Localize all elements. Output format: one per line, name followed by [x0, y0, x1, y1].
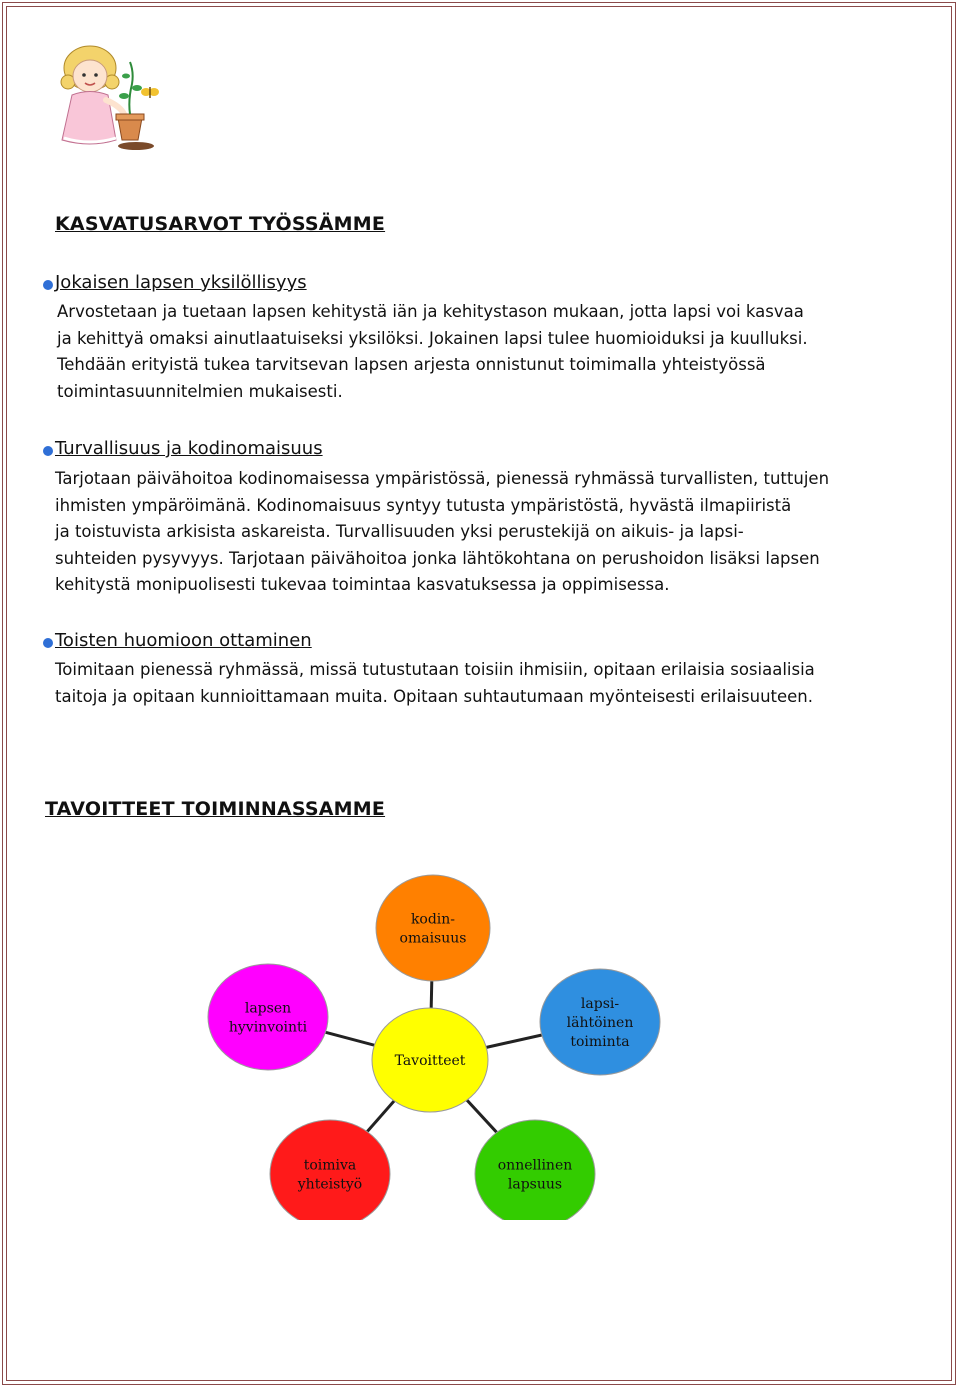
bullet-icon	[43, 446, 53, 456]
text-line: ja toistuvista arkisista askareista. Turvallisuuden yksi perustekijä on aikuis- ja lapsi-	[55, 522, 744, 541]
text-line: taitoja ja opitaan kunnioittamaan muita. Opitaan suhtautumaan myönteisesti erilaisuuteen.	[55, 686, 814, 706]
section-text-consideration	[55, 657, 815, 710]
node-left	[208, 964, 328, 1070]
text-line: ihmisten ympäröimänä. Kodinomaisuus syntyy tutusta ympäristöstä, hyvästä ilmapiiristä	[55, 495, 792, 515]
girl-with-plant-illustration	[50, 40, 162, 155]
text-line: Tehdään erityistä tukea tarvitsevan lapsen arjesta onnistunut toimimalla yhteistyössä	[57, 355, 766, 374]
node-top	[376, 875, 490, 981]
node-label-top: kodin-omaisuus	[399, 911, 467, 947]
bullet-icon	[43, 280, 53, 290]
node-label-bottom-right: onnellinen lapsuus	[497, 1157, 573, 1193]
section-title-individuality: Jokaisen lapsen yksilöllisyys	[55, 272, 307, 293]
goals-diagram	[190, 860, 690, 1220]
text-line: toimintasuunnitelmien mukaisesti.	[57, 381, 343, 401]
text-line: suhteiden pysyvyys. Tarjotaan päivähoitoa jonka lähtökohtana on perushoidon lisäksi lapsen	[55, 548, 820, 568]
section-text-safety	[55, 466, 829, 599]
text-line: Toimitaan pienessä ryhmässä, missä tutustutaan toisiin ihmisiin, opitaan erilaisia sosiaalisia	[55, 660, 815, 679]
node-label-right: lapsi-lähtöinen toiminta	[566, 996, 634, 1050]
values-heading: KASVATUSARVOT TYÖSSÄMME	[55, 213, 386, 235]
section-text-individuality	[57, 299, 808, 405]
section-title-consideration: Toisten huomioon ottaminen	[55, 630, 312, 651]
text-line: Arvostetaan ja tuetaan lapsen kehitystä iän ja kehitystason mukaan, jotta lapsi voi kasvaa	[57, 302, 804, 321]
node-label-left: lapsen hyvinvointi	[228, 1000, 308, 1036]
node-label-center: Tavoitteet	[394, 1053, 466, 1069]
text-line: kehitystä monipuolisesti tukevaa toimintaa kasvatuksessa ja oppimisessa.	[55, 575, 670, 594]
node-label-bottom-left: toimiva yhteistyö	[297, 1157, 363, 1193]
text-line: Tarjotaan päivähoitoa kodinomaisessa ympäristössä, pienessä ryhmässä turvallisten, tuttujen	[55, 469, 830, 488]
text-line: ja kehittyä omaksi ainutlaatuiseksi yksilöksi. Jokainen lapsi tulee huomioiduksi ja kuulluksi.	[57, 328, 808, 348]
bullet-icon	[43, 638, 53, 648]
goals-heading: TAVOITTEET TOIMINNASSAMME	[45, 798, 386, 820]
section-title-safety: Turvallisuus ja kodinomaisuus	[55, 438, 323, 459]
